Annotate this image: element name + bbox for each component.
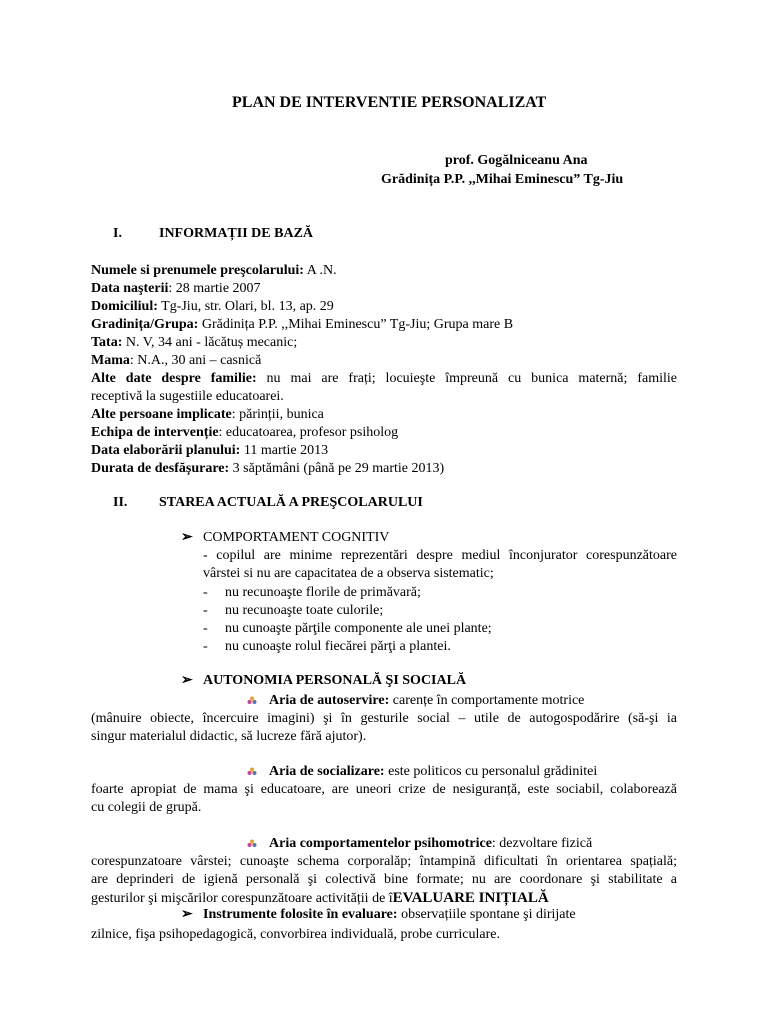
autonomia-heading: AUTONOMIA PERSONALĂ ŞI SOCIALĂ (203, 673, 467, 688)
field-alte-persoane (91, 406, 324, 424)
dash-bullet: - (203, 639, 208, 654)
socializare-line3: cu colegii de grupă. (91, 800, 202, 815)
field-echipa (91, 424, 398, 442)
flower-bullet-icon (247, 839, 257, 849)
autoservire-line3: singur materialul didactic, să lucreze fără ajutor). (91, 729, 367, 744)
field-label: Numele si prenumele preşcolarului: (91, 263, 304, 278)
socializare-text: este politicos cu personalul grădinitei (384, 764, 598, 779)
author-name: prof. Gogălniceanu Ana (445, 153, 588, 168)
autoservire-text: carențe în comportamente motrice (389, 693, 585, 708)
cognitiv-heading-row (181, 529, 389, 547)
dash-bullet: - (203, 603, 208, 618)
field-mama (91, 352, 261, 370)
section2-heading: STAREA ACTUALĂ A PREŞCOLARULUI (159, 495, 423, 510)
psihomotrice-line2: corespunzatoare vârstei; cunoaşte schema corporalăp; întampină dificultati în orientarea spațială; (91, 854, 677, 869)
autoservire-row (247, 692, 584, 710)
socializare-label: Aria de socializare: (269, 764, 385, 779)
cognitiv-item-text: nu cunoaşte părţile componente ale unei plante; (225, 621, 492, 636)
cognitiv-text-line1: - copilul are minime reprezentări despre mediul înconjurator corespunzătoare (203, 548, 677, 563)
field-value: nu mai are frați; locuieşte împreună cu bunica maternă; familie (256, 371, 677, 386)
field-label: Data naşterii (91, 281, 169, 296)
field-label: Durata de desfășurare: (91, 461, 230, 476)
cognitiv-heading: COMPORTAMENT COGNITIV (203, 530, 390, 545)
field-gradinita (91, 316, 513, 334)
evaluare-initiala-heading: EVALUARE INIȚIALĂ (392, 890, 549, 906)
field-label: Gradinița/Grupa: (91, 317, 199, 332)
field-nume (91, 262, 337, 280)
cognitiv-item (203, 602, 383, 620)
cognitiv-item-text: nu recunoaşte florile de primăvară; (225, 585, 421, 600)
field-data-nasterii (91, 280, 261, 298)
autonomia-heading-row (181, 672, 466, 690)
field-label: Alte persoane implicate (91, 407, 232, 422)
field-value: N. V, 34 ani - lăcătuș mecanic; (122, 335, 298, 350)
field-alte-date-cont: receptivă la sugestiile educatoarei. (91, 389, 284, 404)
instrumente-row (181, 906, 576, 924)
cognitiv-item (203, 638, 451, 656)
field-tata (91, 334, 297, 352)
field-label: Domiciliul: (91, 299, 158, 314)
psihomotrice-line3: are deprinderi de igienă personală şi colectivă bine formate; nu are coordonare şi stabilitate a (91, 872, 677, 887)
field-alte-date (91, 370, 677, 388)
dash-bullet: - (203, 621, 208, 636)
autoservire-line2: (mânuire obiecte, încercuire imagini) şi în gesturile social – utile de autogospodărire (să-şi ia (91, 711, 677, 726)
dash-bullet: - (203, 585, 208, 600)
field-durata (91, 460, 444, 478)
field-value: : 28 martie 2007 (168, 281, 261, 296)
field-value: 3 săptămâni (până pe 29 martie 2013) (229, 461, 445, 476)
socializare-line2: foarte apropiat de mama şi educatoare, are uneori crize de nesiguranță, este sociabil, colaborează (91, 782, 677, 797)
author-institution: Grădinița P.P. ,,Mihai Eminescu” Tg-Jiu (381, 172, 624, 187)
field-value: 11 martie 2013 (240, 443, 329, 458)
document-title: PLAN DE INTERVENTIE PERSONALIZAT (232, 94, 547, 111)
autoservire-label: Aria de autoservire: (269, 693, 390, 708)
socializare-row (247, 763, 597, 781)
field-label: Alte date despre familie: (91, 371, 257, 386)
field-label: Echipa de intervenție (91, 425, 219, 440)
psihomotrice-line4-text: gesturilor şi mişcărilor corespunzătoare activității de î (91, 891, 393, 906)
cognitiv-text-line2: vârstei si nu are capacitatea de a observa sistematic; (203, 566, 494, 581)
section2-number: II. (113, 495, 128, 510)
cognitiv-item (203, 620, 492, 638)
arrow-bullet-icon: ➢ (181, 907, 193, 922)
field-label: Data elaborării planului: (91, 443, 241, 458)
field-data-elaborarii (91, 442, 328, 460)
field-value: Grădinița P.P. ,,Mihai Eminescu” Tg-Jiu; Grupa mare B (198, 317, 514, 332)
cognitiv-item-text: nu recunoaşte toate culorile; (225, 603, 384, 618)
field-label: Tata: (91, 335, 123, 350)
psihomotrice-text: : dezvoltare fizică (491, 836, 593, 851)
arrow-bullet-icon: ➢ (181, 530, 193, 545)
field-domiciliu (91, 298, 334, 316)
section1-heading: INFORMAȚII DE BAZĂ (159, 226, 314, 241)
field-value: : educatoarea, profesor psiholog (218, 425, 399, 440)
flower-bullet-icon (247, 696, 257, 706)
field-value: Tg-Jiu, str. Olari, bl. 13, ap. 29 (157, 299, 334, 314)
flower-bullet-icon (247, 767, 257, 777)
field-value: A .N. (303, 263, 337, 278)
field-value: : N.A., 30 ani – casnică (129, 353, 262, 368)
instrumente-text: observațiile spontane şi dirijate (397, 907, 576, 922)
cognitiv-item-text: nu cunoaşte rolul fiecărei părţi a plantei. (225, 639, 451, 654)
psihomotrice-row (247, 835, 592, 853)
arrow-bullet-icon: ➢ (181, 673, 193, 688)
instrumente-line2: zilnice, fişa psihopedagogică, convorbirea individuală, probe curriculare. (91, 927, 500, 942)
cognitiv-item (203, 584, 421, 602)
psihomotrice-label: Aria comportamentelor psihomotrice (269, 836, 492, 851)
field-label: Mama (91, 353, 130, 368)
field-value: : părinții, bunica (231, 407, 324, 422)
instrumente-label: Instrumente folosite în evaluare: (203, 907, 398, 922)
section1-number: I. (113, 226, 122, 241)
